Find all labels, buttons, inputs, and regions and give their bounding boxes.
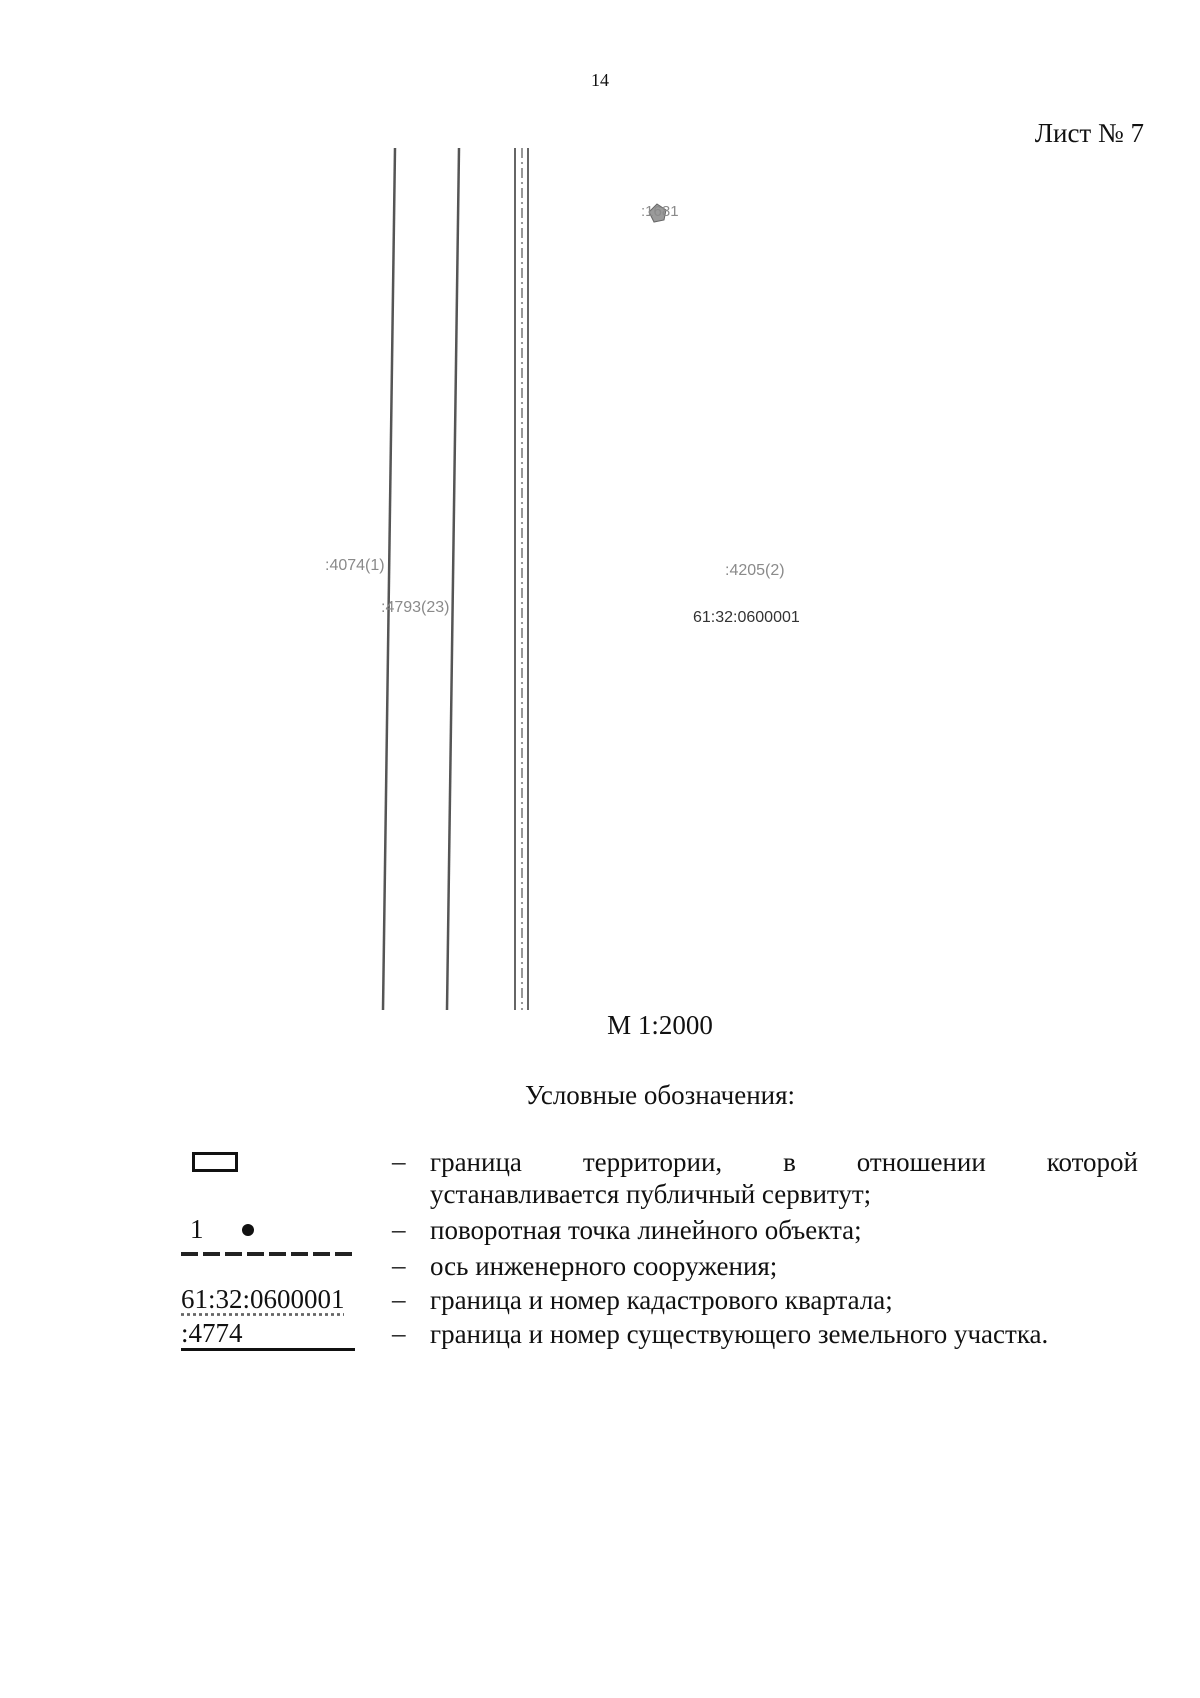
map-label-parcel-left: :4074(1): [325, 557, 385, 574]
legend-desc-line1: граница территории, в отношении которой: [430, 1147, 1138, 1177]
map-label-parcel-right: :4205(2): [725, 562, 785, 579]
legend-item-turning-point: [0, 1214, 1200, 1248]
legend-desc-line1: ось инженерного сооружения;: [430, 1251, 778, 1281]
legend-dash: –: [392, 1284, 406, 1314]
dashed-line-symbol: [181, 1252, 355, 1256]
legend-item-territory-boundary: [0, 1146, 1200, 1209]
legend-desc-line2: устанавливается публичный сервитут;: [430, 1179, 872, 1209]
map-label-parcel-top: :1681: [641, 203, 679, 220]
legend-dash: –: [392, 1214, 406, 1244]
point-number-symbol: 1: [190, 1214, 204, 1244]
boundary-rectangle-symbol: [192, 1152, 238, 1172]
quarter-number-symbol: 61:32:0600001: [181, 1284, 345, 1314]
legend-desc-line1: граница и номер существующего земельного участка.: [430, 1319, 1049, 1349]
parcel-number-symbol: :4774: [181, 1318, 355, 1351]
map-scale: М 1:2000: [607, 1010, 713, 1040]
parcel-boundary-middle: [447, 148, 459, 1010]
page-number: 14: [591, 70, 609, 90]
legend-desc-line1: граница и номер кадастрового квартала;: [430, 1285, 893, 1315]
parcel-boundary-left: [383, 148, 395, 1010]
point-dot-icon: [242, 1224, 254, 1236]
map-label-quarter: 61:32:0600001: [693, 609, 800, 626]
legend-dash: –: [392, 1250, 406, 1280]
legend-dash: –: [392, 1146, 406, 1176]
legend-desc-line1: поворотная точка линейного объекта;: [430, 1215, 862, 1245]
sheet-label: Лист № 7: [1034, 118, 1144, 148]
map-label-parcel-middle: :4793(23): [381, 599, 450, 616]
legend-item-engineering-axis: [0, 1250, 1200, 1284]
legend-title: Условные обозначения:: [524, 1080, 796, 1110]
legend-item-cadastral-quarter: [0, 1284, 1200, 1318]
legend-dash: –: [392, 1318, 406, 1348]
legend-item-land-parcel: [0, 1318, 1200, 1352]
